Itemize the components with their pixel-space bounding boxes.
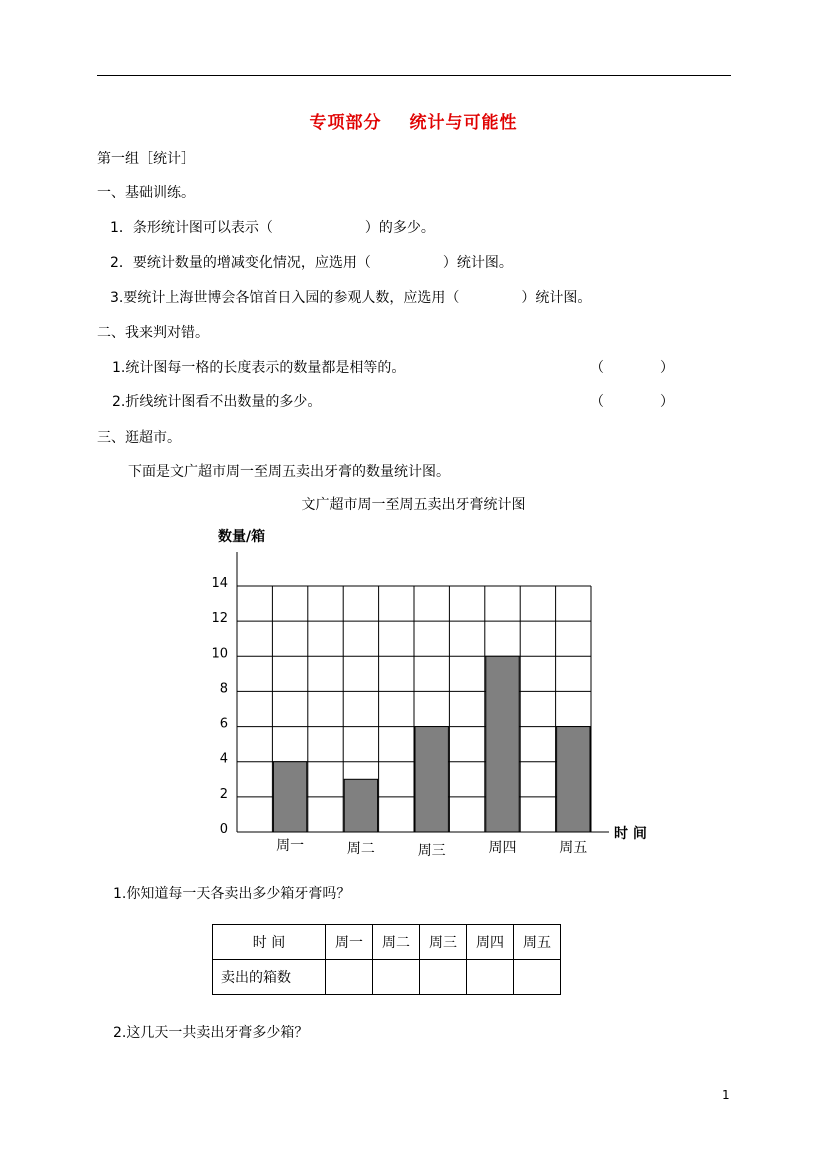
chart-title: 文广超市周一至周五卖出牙膏统计图 — [301, 497, 526, 513]
q1-text-before: 1．条形统计图可以表示（ — [110, 220, 273, 236]
y-tick-label: 0 — [219, 822, 228, 837]
answer-cell-fri[interactable] — [514, 960, 561, 995]
section2-question1: 1.统计图每一格的长度表示的数量都是相等的。 — [112, 360, 406, 376]
section2-heading: 二、我来判对错。 — [97, 325, 209, 341]
judge-paren-open-1: （ — [590, 360, 604, 376]
table-day-thu: 周四 — [467, 925, 514, 960]
table-day-wed: 周三 — [420, 925, 467, 960]
bar-5 — [557, 727, 590, 832]
table-row-label: 卖出的箱数 — [213, 960, 326, 995]
table-day-tue: 周二 — [373, 925, 420, 960]
q2-text-before: 2．要统计数量的增减变化情况，应选用（ — [110, 255, 371, 271]
page-number: 1 — [722, 1088, 730, 1102]
bar-4 — [486, 656, 519, 832]
question-2: 2.这几天一共卖出牙膏多少箱？ — [113, 1025, 309, 1041]
y-tick-label: 12 — [211, 611, 228, 627]
y-tick-label: 6 — [219, 716, 228, 732]
x-category-label: 周二 — [346, 841, 375, 857]
bar-3 — [415, 727, 448, 832]
table-day-fri: 周五 — [514, 925, 561, 960]
x-category-label: 周五 — [559, 840, 588, 856]
x-category-label: 周四 — [488, 840, 517, 856]
section3-heading: 三、逛超市。 — [97, 430, 181, 446]
y-tick-label: 14 — [211, 576, 228, 591]
q2-text-after: ）统计图。 — [442, 255, 513, 271]
title-part1: 专项部分 — [309, 113, 382, 133]
judge-paren-close-2: ） — [660, 394, 674, 410]
judge-paren-open-2: （ — [590, 394, 604, 410]
question-1: 1.你知道每一天各卖出多少箱牙膏吗？ — [113, 886, 351, 902]
bar-1 — [273, 762, 306, 832]
table-header-label: 时 间 — [213, 925, 326, 960]
table-row — [213, 960, 561, 995]
q3-text-after: ）统计图。 — [521, 290, 592, 306]
y-tick-label: 8 — [219, 681, 228, 697]
chart-bars — [273, 656, 590, 832]
y-tick-label: 4 — [219, 751, 228, 767]
bar-2 — [344, 779, 377, 832]
title-part2: 统计与可能性 — [409, 113, 518, 133]
group-heading: 第一组［统计］ — [97, 151, 195, 167]
answer-cell-wed[interactable] — [420, 960, 467, 995]
x-category-label: 周一 — [276, 838, 305, 854]
answer-cell-thu[interactable] — [467, 960, 514, 995]
q3-text-before: 3.要统计上海世博会各馆首日入园的参观人数，应选用（ — [110, 290, 460, 306]
y-tick-label: 10 — [211, 646, 228, 662]
y-tick-label: 2 — [219, 786, 228, 802]
y-axis-label: 数量/箱 — [218, 529, 266, 545]
x-axis-label: 时 间 — [614, 826, 647, 842]
answer-table — [212, 924, 561, 995]
section1-heading: 一、基础训练。 — [97, 185, 195, 201]
answer-cell-tue[interactable] — [373, 960, 420, 995]
table-row — [213, 925, 561, 960]
judge-paren-close-1: ） — [660, 360, 674, 376]
x-category-label: 周三 — [417, 843, 446, 859]
section2-question2: 2.折线统计图看不出数量的多少。 — [112, 394, 322, 410]
section3-intro: 下面是文广超市周一至周五卖出牙膏的数量统计图。 — [128, 464, 450, 480]
answer-cell-mon[interactable] — [326, 960, 373, 995]
table-day-mon: 周一 — [326, 925, 373, 960]
q1-text-after: ）的多少。 — [364, 220, 435, 236]
